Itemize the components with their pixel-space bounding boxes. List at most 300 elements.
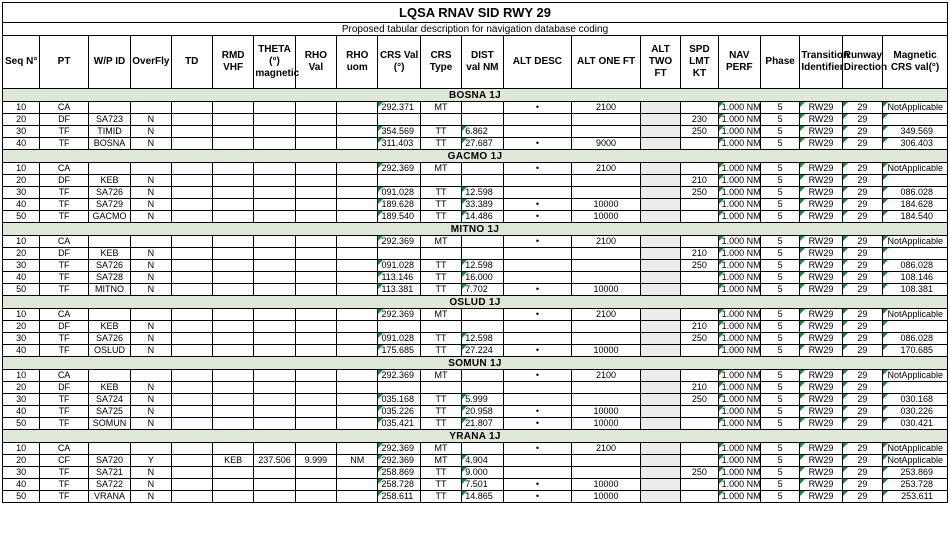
cell-crst[interactable]: MT (420, 102, 461, 114)
cell-alt1[interactable] (572, 248, 641, 260)
cell-alt2[interactable] (640, 370, 680, 382)
cell-dist[interactable]: 9.000 (462, 467, 503, 479)
cell-trans[interactable]: RW29 (800, 345, 842, 357)
cell-nav[interactable]: 1.000 NM (718, 345, 760, 357)
cell-rmd[interactable] (212, 126, 253, 138)
cell-trans[interactable]: RW29 (800, 394, 842, 406)
cell-nav[interactable]: 1.000 NM (718, 491, 760, 503)
cell-altd[interactable]: • (503, 309, 572, 321)
cell-rho[interactable] (295, 236, 336, 248)
cell-rhou[interactable] (337, 138, 378, 150)
cell-ovf[interactable]: N (131, 272, 171, 284)
cell-rwy[interactable]: 29 (842, 309, 882, 321)
cell-theta[interactable] (254, 199, 295, 211)
cell-wp[interactable]: SA726 (88, 187, 130, 199)
cell-trans[interactable]: RW29 (800, 126, 842, 138)
cell-phase[interactable]: 5 (760, 236, 799, 248)
column-header[interactable]: Phase (760, 36, 799, 89)
cell-pt[interactable]: TF (40, 394, 88, 406)
cell-td[interactable] (171, 138, 212, 150)
cell-rwy[interactable]: 29 (842, 479, 882, 491)
cell-phase[interactable]: 5 (760, 163, 799, 175)
cell-trans[interactable]: RW29 (800, 187, 842, 199)
cell-wp[interactable]: SA721 (88, 467, 130, 479)
cell-rwy[interactable]: 29 (842, 443, 882, 455)
cell-dist[interactable]: 21.807 (462, 418, 503, 430)
cell-wp[interactable]: SA729 (88, 199, 130, 211)
cell-crst[interactable] (420, 321, 461, 333)
cell-mag[interactable]: NotApplicable (883, 370, 948, 382)
cell-wp[interactable]: KEB (88, 382, 130, 394)
cell-rho[interactable] (295, 199, 336, 211)
cell-theta[interactable] (254, 163, 295, 175)
cell-nav[interactable]: 1.000 NM (718, 187, 760, 199)
cell-crst[interactable] (420, 248, 461, 260)
cell-rwy[interactable]: 29 (842, 382, 882, 394)
cell-theta[interactable] (254, 394, 295, 406)
cell-dist[interactable] (462, 236, 503, 248)
cell-altd[interactable] (503, 114, 572, 126)
cell-alt2[interactable] (640, 211, 680, 223)
cell-pt[interactable]: CA (40, 370, 88, 382)
cell-spd[interactable] (681, 284, 718, 296)
cell-seq[interactable]: 50 (3, 418, 40, 430)
cell-mag[interactable]: 030.226 (883, 406, 948, 418)
cell-alt1[interactable] (572, 455, 641, 467)
cell-crs[interactable]: 189.628 (378, 199, 420, 211)
cell-mag[interactable]: NotApplicable (883, 309, 948, 321)
cell-mag[interactable]: NotApplicable (883, 163, 948, 175)
cell-alt1[interactable] (572, 260, 641, 272)
cell-mag[interactable]: 108.146 (883, 272, 948, 284)
cell-td[interactable] (171, 163, 212, 175)
cell-td[interactable] (171, 455, 212, 467)
cell-rmd[interactable] (212, 382, 253, 394)
cell-mag[interactable]: 086.028 (883, 260, 948, 272)
cell-ovf[interactable]: N (131, 175, 171, 187)
cell-td[interactable] (171, 272, 212, 284)
cell-altd[interactable]: • (503, 479, 572, 491)
cell-trans[interactable]: RW29 (800, 309, 842, 321)
cell-pt[interactable]: TF (40, 260, 88, 272)
cell-trans[interactable]: RW29 (800, 138, 842, 150)
cell-theta[interactable] (254, 321, 295, 333)
cell-theta[interactable] (254, 211, 295, 223)
cell-rwy[interactable]: 29 (842, 211, 882, 223)
cell-mag[interactable]: 253.728 (883, 479, 948, 491)
cell-crst[interactable] (420, 114, 461, 126)
cell-alt1[interactable] (572, 114, 641, 126)
cell-wp[interactable]: SA720 (88, 455, 130, 467)
cell-trans[interactable]: RW29 (800, 382, 842, 394)
column-header[interactable]: RHO uom (337, 36, 378, 89)
column-header[interactable]: PT (40, 36, 88, 89)
cell-nav[interactable]: 1.000 NM (718, 455, 760, 467)
cell-dist[interactable] (462, 114, 503, 126)
cell-rhou[interactable] (337, 248, 378, 260)
cell-ovf[interactable]: N (131, 321, 171, 333)
cell-pt[interactable]: TF (40, 199, 88, 211)
cell-alt1[interactable]: 2100 (572, 309, 641, 321)
cell-alt1[interactable]: 10000 (572, 211, 641, 223)
cell-rho[interactable] (295, 309, 336, 321)
cell-spd[interactable]: 250 (681, 187, 718, 199)
cell-rmd[interactable] (212, 309, 253, 321)
cell-pt[interactable]: TF (40, 211, 88, 223)
column-header[interactable]: THETA (°) magnetic (254, 36, 295, 89)
cell-pt[interactable]: DF (40, 175, 88, 187)
cell-nav[interactable]: 1.000 NM (718, 309, 760, 321)
column-header[interactable]: OverFly (131, 36, 171, 89)
cell-rmd[interactable] (212, 418, 253, 430)
cell-rhou[interactable] (337, 479, 378, 491)
cell-rhou[interactable] (337, 211, 378, 223)
cell-seq[interactable]: 30 (3, 126, 40, 138)
cell-ovf[interactable]: N (131, 126, 171, 138)
cell-pt[interactable]: DF (40, 114, 88, 126)
cell-rhou[interactable]: NM (337, 455, 378, 467)
cell-td[interactable] (171, 479, 212, 491)
cell-rhou[interactable] (337, 321, 378, 333)
cell-rho[interactable] (295, 187, 336, 199)
cell-spd[interactable] (681, 418, 718, 430)
cell-theta[interactable] (254, 102, 295, 114)
cell-rwy[interactable]: 29 (842, 345, 882, 357)
column-header[interactable]: ALT TWO FT (640, 36, 680, 89)
cell-ovf[interactable]: N (131, 333, 171, 345)
cell-alt1[interactable]: 10000 (572, 406, 641, 418)
cell-crs[interactable]: 091.028 (378, 260, 420, 272)
cell-nav[interactable]: 1.000 NM (718, 382, 760, 394)
column-header[interactable]: CRS Type (420, 36, 461, 89)
cell-altd[interactable]: • (503, 443, 572, 455)
cell-mag[interactable]: NotApplicable (883, 443, 948, 455)
cell-crst[interactable]: MT (420, 455, 461, 467)
cell-mag[interactable]: 184.540 (883, 211, 948, 223)
cell-spd[interactable] (681, 370, 718, 382)
cell-td[interactable] (171, 406, 212, 418)
column-header[interactable]: TD (171, 36, 212, 89)
cell-mag[interactable] (883, 114, 948, 126)
cell-alt2[interactable] (640, 248, 680, 260)
cell-alt1[interactable] (572, 321, 641, 333)
cell-crs[interactable]: 035.168 (378, 394, 420, 406)
cell-seq[interactable]: 40 (3, 345, 40, 357)
cell-alt2[interactable] (640, 138, 680, 150)
cell-rho[interactable] (295, 418, 336, 430)
cell-alt2[interactable] (640, 321, 680, 333)
cell-phase[interactable]: 5 (760, 272, 799, 284)
cell-altd[interactable] (503, 126, 572, 138)
cell-spd[interactable] (681, 102, 718, 114)
cell-rwy[interactable]: 29 (842, 236, 882, 248)
cell-nav[interactable]: 1.000 NM (718, 114, 760, 126)
cell-rho[interactable] (295, 333, 336, 345)
cell-altd[interactable] (503, 467, 572, 479)
cell-alt2[interactable] (640, 443, 680, 455)
cell-trans[interactable]: RW29 (800, 467, 842, 479)
cell-ovf[interactable] (131, 102, 171, 114)
cell-rho[interactable] (295, 479, 336, 491)
cell-ovf[interactable]: N (131, 406, 171, 418)
cell-ovf[interactable]: N (131, 394, 171, 406)
cell-phase[interactable]: 5 (760, 175, 799, 187)
cell-altd[interactable] (503, 382, 572, 394)
cell-crst[interactable]: TT (420, 284, 461, 296)
cell-alt2[interactable] (640, 199, 680, 211)
cell-alt1[interactable] (572, 272, 641, 284)
cell-dist[interactable] (462, 443, 503, 455)
cell-wp[interactable] (88, 443, 130, 455)
cell-crst[interactable]: TT (420, 418, 461, 430)
cell-seq[interactable]: 40 (3, 138, 40, 150)
cell-pt[interactable]: TF (40, 138, 88, 150)
cell-rho[interactable] (295, 321, 336, 333)
cell-seq[interactable]: 30 (3, 333, 40, 345)
cell-seq[interactable]: 40 (3, 199, 40, 211)
cell-mag[interactable]: NotApplicable (883, 102, 948, 114)
cell-rho[interactable] (295, 126, 336, 138)
cell-rhou[interactable] (337, 199, 378, 211)
cell-seq[interactable]: 50 (3, 284, 40, 296)
cell-wp[interactable]: SA726 (88, 260, 130, 272)
cell-alt2[interactable] (640, 491, 680, 503)
cell-seq[interactable]: 50 (3, 491, 40, 503)
cell-rmd[interactable]: KEB (212, 455, 253, 467)
cell-mag[interactable] (883, 175, 948, 187)
cell-rwy[interactable]: 29 (842, 333, 882, 345)
cell-trans[interactable]: RW29 (800, 199, 842, 211)
cell-crst[interactable]: TT (420, 406, 461, 418)
section-title[interactable]: SOMUN 1J (3, 357, 948, 370)
cell-spd[interactable]: 250 (681, 126, 718, 138)
cell-crs[interactable]: 292.369 (378, 443, 420, 455)
cell-altd[interactable]: • (503, 138, 572, 150)
cell-seq[interactable]: 40 (3, 406, 40, 418)
cell-crs[interactable]: 035.421 (378, 418, 420, 430)
cell-crst[interactable]: TT (420, 138, 461, 150)
cell-wp[interactable]: MITNO (88, 284, 130, 296)
cell-pt[interactable]: TF (40, 333, 88, 345)
column-header[interactable]: DIST val NM (462, 36, 503, 89)
cell-seq[interactable]: 40 (3, 272, 40, 284)
cell-altd[interactable]: • (503, 370, 572, 382)
cell-spd[interactable] (681, 406, 718, 418)
cell-rho[interactable] (295, 394, 336, 406)
cell-phase[interactable]: 5 (760, 284, 799, 296)
cell-spd[interactable] (681, 309, 718, 321)
cell-rmd[interactable] (212, 163, 253, 175)
cell-dist[interactable]: 12.598 (462, 333, 503, 345)
cell-wp[interactable]: SA728 (88, 272, 130, 284)
cell-crs[interactable]: 091.028 (378, 187, 420, 199)
cell-alt1[interactable]: 10000 (572, 418, 641, 430)
cell-rhou[interactable] (337, 406, 378, 418)
cell-pt[interactable]: DF (40, 321, 88, 333)
cell-wp[interactable] (88, 370, 130, 382)
cell-dist[interactable] (462, 102, 503, 114)
cell-rho[interactable] (295, 260, 336, 272)
cell-rwy[interactable]: 29 (842, 418, 882, 430)
cell-pt[interactable]: TF (40, 479, 88, 491)
cell-seq[interactable]: 20 (3, 248, 40, 260)
cell-rwy[interactable]: 29 (842, 138, 882, 150)
cell-alt1[interactable]: 2100 (572, 102, 641, 114)
cell-nav[interactable]: 1.000 NM (718, 333, 760, 345)
cell-pt[interactable]: TF (40, 491, 88, 503)
cell-seq[interactable]: 10 (3, 443, 40, 455)
cell-rwy[interactable]: 29 (842, 455, 882, 467)
cell-phase[interactable]: 5 (760, 418, 799, 430)
cell-ovf[interactable]: N (131, 114, 171, 126)
cell-rmd[interactable] (212, 175, 253, 187)
cell-pt[interactable]: TF (40, 284, 88, 296)
cell-crst[interactable]: MT (420, 236, 461, 248)
cell-dist[interactable]: 14.486 (462, 211, 503, 223)
cell-alt2[interactable] (640, 272, 680, 284)
cell-rwy[interactable]: 29 (842, 272, 882, 284)
cell-seq[interactable]: 10 (3, 370, 40, 382)
cell-rmd[interactable] (212, 272, 253, 284)
cell-mag[interactable]: 086.028 (883, 187, 948, 199)
cell-crs[interactable]: 113.146 (378, 272, 420, 284)
cell-spd[interactable] (681, 443, 718, 455)
cell-rho[interactable] (295, 272, 336, 284)
cell-rho[interactable] (295, 211, 336, 223)
cell-wp[interactable]: SA724 (88, 394, 130, 406)
cell-mag[interactable]: NotApplicable (883, 236, 948, 248)
cell-alt2[interactable] (640, 309, 680, 321)
cell-rwy[interactable]: 29 (842, 394, 882, 406)
cell-rwy[interactable]: 29 (842, 260, 882, 272)
cell-rho[interactable] (295, 406, 336, 418)
cell-dist[interactable] (462, 382, 503, 394)
cell-trans[interactable]: RW29 (800, 443, 842, 455)
cell-crs[interactable]: 258.728 (378, 479, 420, 491)
cell-dist[interactable] (462, 163, 503, 175)
cell-ovf[interactable]: N (131, 479, 171, 491)
cell-ovf[interactable]: N (131, 248, 171, 260)
cell-crs[interactable]: 258.611 (378, 491, 420, 503)
cell-seq[interactable]: 10 (3, 309, 40, 321)
cell-trans[interactable]: RW29 (800, 333, 842, 345)
cell-spd[interactable]: 210 (681, 321, 718, 333)
cell-trans[interactable]: RW29 (800, 102, 842, 114)
cell-ovf[interactable]: N (131, 260, 171, 272)
cell-rmd[interactable] (212, 114, 253, 126)
section-title[interactable]: BOSNA 1J (3, 89, 948, 102)
cell-rmd[interactable] (212, 467, 253, 479)
cell-altd[interactable]: • (503, 491, 572, 503)
cell-pt[interactable]: CA (40, 163, 88, 175)
cell-phase[interactable]: 5 (760, 382, 799, 394)
cell-alt2[interactable] (640, 333, 680, 345)
column-header[interactable]: NAV PERF (718, 36, 760, 89)
cell-alt2[interactable] (640, 114, 680, 126)
cell-dist[interactable]: 27.687 (462, 138, 503, 150)
cell-crst[interactable]: TT (420, 260, 461, 272)
cell-wp[interactable]: OSLUD (88, 345, 130, 357)
cell-rho[interactable] (295, 175, 336, 187)
cell-crs[interactable]: 292.369 (378, 455, 420, 467)
cell-phase[interactable]: 5 (760, 479, 799, 491)
cell-rhou[interactable] (337, 394, 378, 406)
cell-td[interactable] (171, 284, 212, 296)
cell-theta[interactable] (254, 370, 295, 382)
cell-td[interactable] (171, 175, 212, 187)
cell-altd[interactable] (503, 455, 572, 467)
cell-rmd[interactable] (212, 345, 253, 357)
cell-crs[interactable] (378, 175, 420, 187)
cell-phase[interactable]: 5 (760, 260, 799, 272)
cell-rhou[interactable] (337, 114, 378, 126)
cell-phase[interactable]: 5 (760, 491, 799, 503)
cell-rmd[interactable] (212, 102, 253, 114)
cell-rmd[interactable] (212, 187, 253, 199)
cell-rhou[interactable] (337, 382, 378, 394)
cell-theta[interactable] (254, 382, 295, 394)
cell-trans[interactable]: RW29 (800, 272, 842, 284)
cell-rmd[interactable] (212, 248, 253, 260)
cell-theta[interactable] (254, 418, 295, 430)
cell-theta[interactable] (254, 491, 295, 503)
cell-nav[interactable]: 1.000 NM (718, 260, 760, 272)
cell-rho[interactable] (295, 345, 336, 357)
cell-wp[interactable] (88, 236, 130, 248)
cell-nav[interactable]: 1.000 NM (718, 406, 760, 418)
cell-wp[interactable]: BOSNA (88, 138, 130, 150)
cell-trans[interactable]: RW29 (800, 211, 842, 223)
cell-spd[interactable] (681, 345, 718, 357)
cell-rmd[interactable] (212, 236, 253, 248)
cell-crs[interactable]: 292.369 (378, 163, 420, 175)
cell-rmd[interactable] (212, 260, 253, 272)
cell-trans[interactable]: RW29 (800, 455, 842, 467)
cell-spd[interactable] (681, 199, 718, 211)
cell-crs[interactable]: 035.226 (378, 406, 420, 418)
cell-td[interactable] (171, 491, 212, 503)
cell-rhou[interactable] (337, 370, 378, 382)
cell-wp[interactable]: GACMO (88, 211, 130, 223)
cell-theta[interactable] (254, 272, 295, 284)
cell-ovf[interactable] (131, 370, 171, 382)
cell-rho[interactable] (295, 138, 336, 150)
cell-alt2[interactable] (640, 236, 680, 248)
cell-td[interactable] (171, 394, 212, 406)
cell-theta[interactable]: 237.506 (254, 455, 295, 467)
cell-alt1[interactable] (572, 187, 641, 199)
cell-wp[interactable]: KEB (88, 321, 130, 333)
cell-trans[interactable]: RW29 (800, 370, 842, 382)
section-title[interactable]: MITNO 1J (3, 223, 948, 236)
cell-dist[interactable]: 20.958 (462, 406, 503, 418)
cell-phase[interactable]: 5 (760, 345, 799, 357)
cell-crs[interactable]: 354.569 (378, 126, 420, 138)
cell-crs[interactable]: 175.685 (378, 345, 420, 357)
cell-trans[interactable]: RW29 (800, 284, 842, 296)
cell-phase[interactable]: 5 (760, 370, 799, 382)
cell-seq[interactable]: 30 (3, 187, 40, 199)
cell-rmd[interactable] (212, 284, 253, 296)
cell-nav[interactable]: 1.000 NM (718, 321, 760, 333)
cell-alt1[interactable]: 10000 (572, 199, 641, 211)
cell-ovf[interactable]: N (131, 418, 171, 430)
section-title[interactable]: GACMO 1J (3, 150, 948, 163)
cell-phase[interactable]: 5 (760, 126, 799, 138)
cell-ovf[interactable]: N (131, 345, 171, 357)
cell-altd[interactable] (503, 260, 572, 272)
cell-nav[interactable]: 1.000 NM (718, 467, 760, 479)
